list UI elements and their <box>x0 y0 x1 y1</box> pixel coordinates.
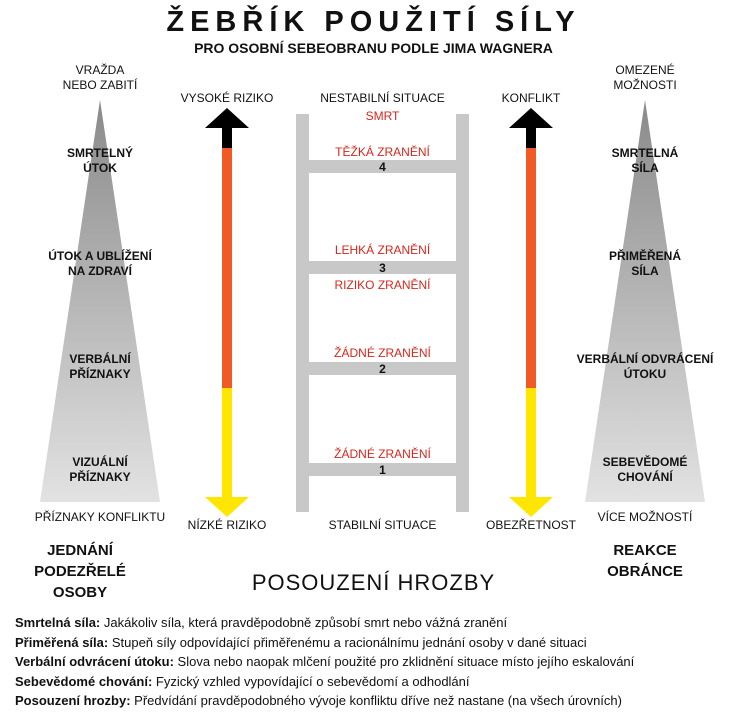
ladder-top-label: NESTABILNÍ SITUACE <box>320 91 445 105</box>
right-top-label: OMEZENÉ MOŽNOSTI <box>613 63 677 92</box>
step-1-number: 1 <box>379 463 386 477</box>
right-arrow-top-label: KONFLIKT <box>501 91 561 105</box>
left-arrow-bottom-label: NÍZKÉ RIZIKO <box>187 518 267 532</box>
left-risk-arrow <box>205 108 249 517</box>
definitions-list <box>15 613 634 711</box>
step-2-injury-label: ŽÁDNÉ ZRANĚNÍ <box>334 346 431 360</box>
step-4-number: 4 <box>379 160 386 174</box>
left-bottom-label: PŘÍZNAKY KONFLIKTU <box>34 510 166 524</box>
definition-text: Jakákoliv síla, která pravděpodobně způsobí smrt nebo vážná zranění <box>100 615 508 630</box>
page-subtitle: PRO OSOBNÍ SEBEOBRANU PODLE JIMA WAGNERA <box>194 40 553 56</box>
right-heading: REAKCE OBRÁNCE <box>607 542 683 580</box>
definition-text: Stupeň síly odpovídající přiměřenému a racionálnímu jednání osoby v dané situaci <box>108 634 587 650</box>
definition-text: Předvídání pravděpodobného vývoje konfliktu dříve než nastane (na všech úrovních) <box>130 693 622 708</box>
left-arrow-top-label: VYSOKÉ RIZIKO <box>180 91 274 105</box>
definition-item <box>15 691 634 711</box>
left-level-verbal-signs: VERBÁLNÍ PŘÍZNAKY <box>69 352 131 381</box>
ladder-bottom-label: STABILNÍ SITUACE <box>328 518 437 532</box>
definition-term: Verbální odvrácení útoku: <box>15 654 174 669</box>
left-top-label: VRAŽDA NEBO ZABITÍ <box>62 63 138 92</box>
step-3-injury-label: LEHKÁ ZRANĚNÍ <box>334 243 431 257</box>
right-level-deadly-force: SMRTELNÁ SÍLA <box>611 146 679 175</box>
step-2-number: 2 <box>379 362 386 376</box>
left-level-fatal-attack: SMRTELNÝ ÚTOK <box>67 146 133 175</box>
step-3-risk-label: RIZIKO ZRANĚNÍ <box>334 278 431 292</box>
page-title: ŽEBŘÍK POUŽITÍ SÍLY <box>166 6 581 38</box>
step-4-injury-label: TĚŽKÁ ZRANĚNÍ <box>335 145 430 159</box>
right-level-verbal-deflection: VERBÁLNÍ ODVRÁCENÍ ÚTOKU <box>576 352 714 381</box>
definition-text: Slova nebo naopak mlčení použité pro zklidnění situace místo jejího eskalování <box>173 654 635 669</box>
right-conflict-arrow <box>509 108 553 517</box>
right-arrow-bottom-label: OBEZŘETNOST <box>485 518 576 532</box>
threat-assessment-heading: POSOUZENÍ HROZBY <box>251 570 496 595</box>
definition-item <box>15 652 634 672</box>
definition-term: Sebevědomé chování: <box>15 673 153 689</box>
left-level-assault: ÚTOK A UBLÍŽENÍ NA ZDRAVÍ <box>48 249 152 278</box>
right-bottom-label: VÍCE MOŽNOSTÍ <box>597 510 693 524</box>
definition-item <box>15 613 634 633</box>
definition-term: Smrtelná síla: <box>15 615 101 630</box>
left-heading: JEDNÁNÍ PODEZŘELÉ OSOBY <box>34 542 126 601</box>
definition-item <box>15 633 634 653</box>
step-1-injury-label: ŽÁDNÉ ZRANĚNÍ <box>334 447 431 461</box>
step-3-number: 3 <box>379 261 386 275</box>
definition-term: Posouzení hrozby: <box>15 693 131 708</box>
definition-term: Přiměřená síla: <box>15 634 109 650</box>
right-level-confident-behavior: SEBEVĚDOMÉ CHOVÁNÍ <box>602 455 688 484</box>
right-level-reasonable-force: PŘIMĚŘENÁ SÍLA <box>608 249 681 278</box>
ladder-death-label: SMRT <box>365 109 400 123</box>
definition-item <box>15 672 634 692</box>
left-level-visual-signs: VIZUÁLNÍ PŘÍZNAKY <box>69 455 131 484</box>
definition-text: Fyzický vzhled vypovídající o sebevědomí a odhodlání <box>152 673 470 689</box>
